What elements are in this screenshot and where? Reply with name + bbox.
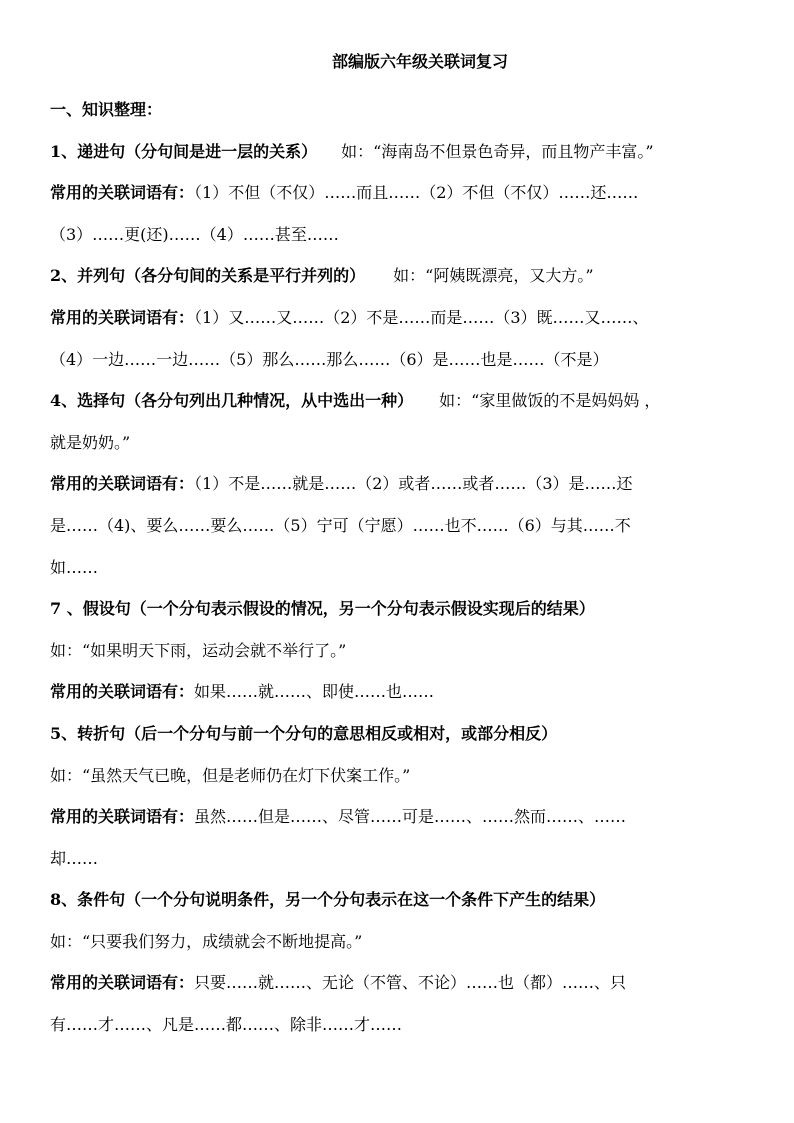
contrast-words-line xyxy=(50,796,750,838)
progressive-heading-line xyxy=(50,131,750,173)
choice-example-line-2: 就是奶奶。” xyxy=(50,432,131,452)
condition-words-line-2: 有……才……、凡是……都……、除非……才…… xyxy=(50,1015,403,1035)
condition-heading: 8、条件句（一个分句说明条件，另一个分句表示在这一个条件下产生的结果） xyxy=(50,890,606,910)
parallel-heading: 2、并列句（各分句间的关系是平行并列的） xyxy=(50,266,366,286)
choice-heading-line xyxy=(50,380,750,422)
hypothesis-words-line xyxy=(50,671,750,713)
choice-words-line-2: 是……（4)、要么……要么……（5）宁可（宁愿）……也不……（6）与其……不 xyxy=(50,515,631,535)
hypothesis-example: 如：“如果明天下雨，运动会就不举行了。” xyxy=(50,640,347,660)
document-title: 部编版六年级关联词复习 xyxy=(331,52,508,71)
progressive-label: 常用的关联词语有： xyxy=(50,183,195,203)
condition-example: 如：“只要我们努力，成绩就会不断地提高。” xyxy=(50,931,363,951)
document-page xyxy=(50,52,750,1046)
choice-words-line-3: 如…… xyxy=(50,557,99,577)
contrast-example: 如：“虽然天气已晚，但是老师仍在灯下伏案工作。” xyxy=(50,765,411,785)
choice-words-1: （1）不是……就是……（2）或者……或者……（3）是……还 xyxy=(194,474,633,494)
choice-words-line xyxy=(50,463,750,505)
progressive-heading: 1、递进句（分句间是进一层的关系） xyxy=(50,141,318,161)
choice-label: 常用的关联词语有： xyxy=(50,474,195,494)
parallel-label: 常用的关联词语有： xyxy=(50,307,195,327)
contrast-words-line-2: 却…… xyxy=(50,848,99,868)
parallel-heading-line xyxy=(50,255,750,297)
progressive-example: 如：“海南岛不但景色奇异，而且物产丰富。” xyxy=(341,141,654,161)
choice-heading: 4、选择句（各分句列出几种情况，从中选出一种） xyxy=(50,391,414,411)
condition-words-1: 只要……就……、无论（不管、不论）……也（都）……、只 xyxy=(194,973,627,993)
progressive-words-1: （1）不但（不仅）……而且……（2）不但（不仅）……还…… xyxy=(194,183,639,203)
contrast-heading: 5、转折句（后一个分句与前一个分句的意思相反或相对，或部分相反） xyxy=(50,723,558,743)
parallel-words-line-2: （4）一边……一边……（5）那么……那么……（6）是……也是……（不是） xyxy=(50,349,609,369)
hypothesis-words-1: 如果……就……、即使……也…… xyxy=(194,682,435,702)
hypothesis-heading: 7 、假设句（一个分句表示假设的情况，另一个分句表示假设实现后的结果） xyxy=(50,599,595,619)
parallel-words-1: （1）又……又……（2）不是……而是……（3）既……又……、 xyxy=(194,307,649,327)
hypothesis-label: 常用的关联词语有： xyxy=(50,682,195,702)
contrast-label: 常用的关联词语有： xyxy=(50,807,195,827)
choice-example-1: 如：“家里做饭的不是妈妈妈 ， xyxy=(439,391,661,411)
progressive-words-line xyxy=(50,172,750,214)
progressive-words-line-2: （3）……更(还)……（4）……甚至…… xyxy=(50,224,339,244)
section-heading: 一、知识整理： xyxy=(50,100,163,119)
parallel-words-line xyxy=(50,297,750,339)
parallel-example: 如：“阿姨既漂亮，又大方。” xyxy=(393,266,594,286)
contrast-words-1: 虽然……但是……、尽管……可是……、……然而……、…… xyxy=(194,807,627,827)
condition-words-line xyxy=(50,962,750,1004)
condition-label: 常用的关联词语有： xyxy=(50,973,195,993)
